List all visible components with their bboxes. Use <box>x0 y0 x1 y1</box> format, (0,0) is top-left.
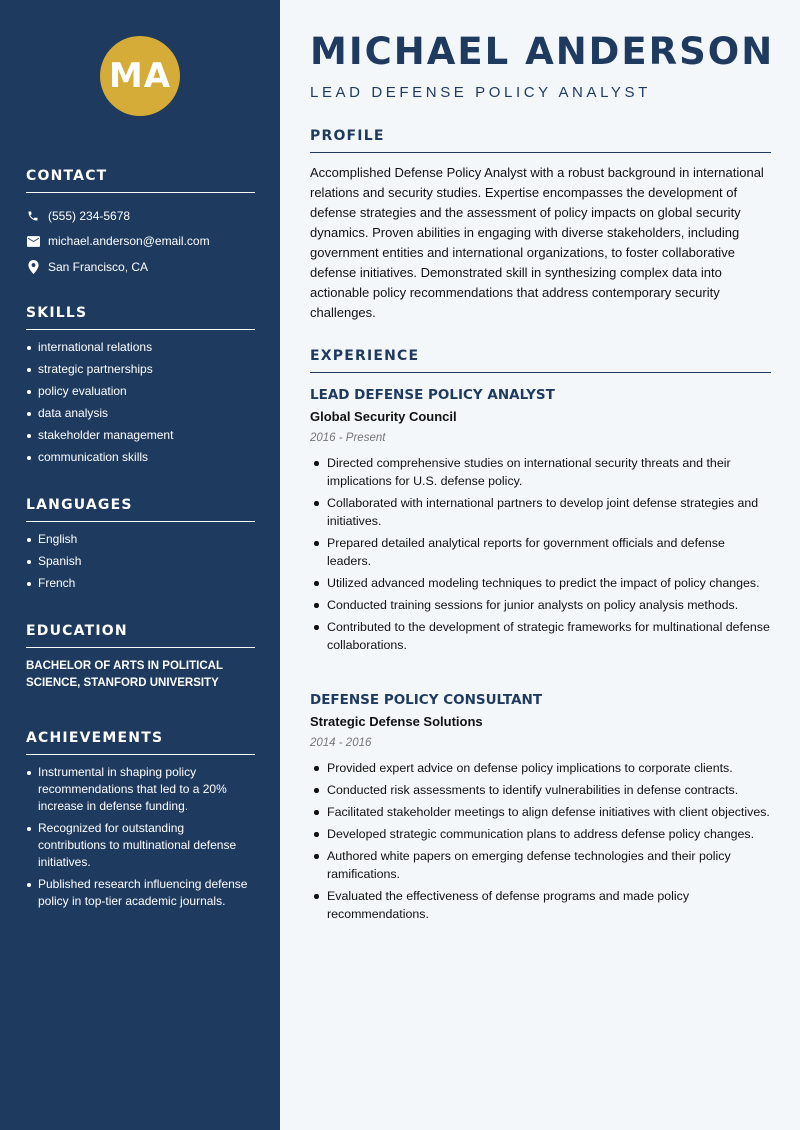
list-item: policy evaluation <box>26 383 255 400</box>
job-title: DEFENSE POLICY CONSULTANT <box>310 692 543 708</box>
list-item: Collaborated with international partners to develop joint defense strategies and initiatives. <box>310 494 771 530</box>
location-pin-icon <box>26 260 40 274</box>
list-item: strategic partnerships <box>26 361 255 378</box>
achievements-section <box>26 730 255 915</box>
candidate-role: LEAD DEFENSE POLICY ANALYST <box>310 84 651 101</box>
list-item: Facilitated stakeholder meetings to align defense initiatives with client objectives. <box>310 803 771 821</box>
contact-section <box>26 168 255 280</box>
achievements-heading: ACHIEVEMENTS <box>26 730 255 755</box>
experience-heading: EXPERIENCE <box>310 348 771 373</box>
company-name: Strategic Defense Solutions <box>310 714 483 729</box>
list-item: Developed strategic communication plans to address defense policy changes. <box>310 825 771 843</box>
profile-text: Accomplished Defense Policy Analyst with a robust background in international relations and security studies. Expertise encompasses the development of defense strategies and the assessment of policy impacts on global security dynamics. Proven abilities in engaging with diverse stakeholders, including government entities and international organizations, to foster collaborative defense initiatives. Demonstrated skill in synthesizing complex data into actionable policy recommendations that address contemporary security challenges. <box>310 165 764 320</box>
job-dates: 2016 - Present <box>310 432 386 444</box>
job-entry <box>310 385 771 658</box>
job-dates: 2014 - 2016 <box>310 737 372 749</box>
profile-heading: PROFILE <box>310 128 771 153</box>
list-item: Utilized advanced modeling techniques to predict the impact of policy changes. <box>310 574 771 592</box>
candidate-name: MICHAEL ANDERSON <box>310 30 775 73</box>
job-title: LEAD DEFENSE POLICY ANALYST <box>310 387 555 403</box>
email-icon <box>26 234 40 248</box>
list-item: Authored white papers on emerging defense technologies and their policy ramifications. <box>310 847 771 883</box>
list-item: Spanish <box>26 553 255 570</box>
list-item: data analysis <box>26 405 255 422</box>
job-bullets <box>310 759 771 923</box>
skills-section <box>26 305 255 471</box>
contact-phone <box>26 203 255 229</box>
education-section <box>26 623 255 692</box>
list-item: Contributed to the development of strategic frameworks for multinational defense collaborations. <box>310 618 771 654</box>
list-item: Conducted training sessions for junior analysts on policy analysis methods. <box>310 596 771 614</box>
contact-email <box>26 229 255 255</box>
list-item: French <box>26 575 255 592</box>
list-item: international relations <box>26 339 255 356</box>
list-item: Instrumental in shaping policy recommendations that led to a 20% increase in defense funding. <box>26 764 255 815</box>
list-item: English <box>26 531 255 548</box>
languages-heading: LANGUAGES <box>26 497 255 522</box>
languages-section <box>26 497 255 597</box>
avatar: MA <box>100 36 180 116</box>
phone-text: (555) 234-5678 <box>48 208 131 223</box>
list-item: stakeholder management <box>26 427 255 444</box>
languages-list <box>26 531 255 592</box>
job-entry <box>310 690 771 927</box>
email-text: michael.anderson@email.com <box>48 234 210 249</box>
list-item: Prepared detailed analytical reports for government officials and defense leaders. <box>310 534 771 570</box>
achievements-list <box>26 764 255 910</box>
location-text: San Francisco, CA <box>48 259 149 274</box>
list-item: communication skills <box>26 449 255 466</box>
list-item: Directed comprehensive studies on international security threats and their implications for U.S. defense policy. <box>310 454 771 490</box>
contact-location <box>26 254 255 280</box>
skills-list <box>26 339 255 466</box>
list-item: Published research influencing defense policy in top-tier academic journals. <box>26 876 255 910</box>
contact-heading: CONTACT <box>26 168 255 193</box>
education-degree: BACHELOR OF ARTS IN POLITICAL SCIENCE, STANFORD UNIVERSITY <box>26 660 223 689</box>
list-item: Provided expert advice on defense policy implications to corporate clients. <box>310 759 771 777</box>
list-item: Recognized for outstanding contributions to multinational defense initiatives. <box>26 820 255 871</box>
list-item: Conducted risk assessments to identify vulnerabilities in defense contracts. <box>310 781 771 799</box>
contact-list <box>26 203 255 280</box>
job-bullets <box>310 454 771 654</box>
sidebar <box>0 0 280 1130</box>
phone-icon <box>26 209 40 223</box>
education-heading: EDUCATION <box>26 623 255 648</box>
list-item: Evaluated the effectiveness of defense programs and made policy recommendations. <box>310 887 771 923</box>
company-name: Global Security Council <box>310 409 457 424</box>
skills-heading: SKILLS <box>26 305 255 330</box>
